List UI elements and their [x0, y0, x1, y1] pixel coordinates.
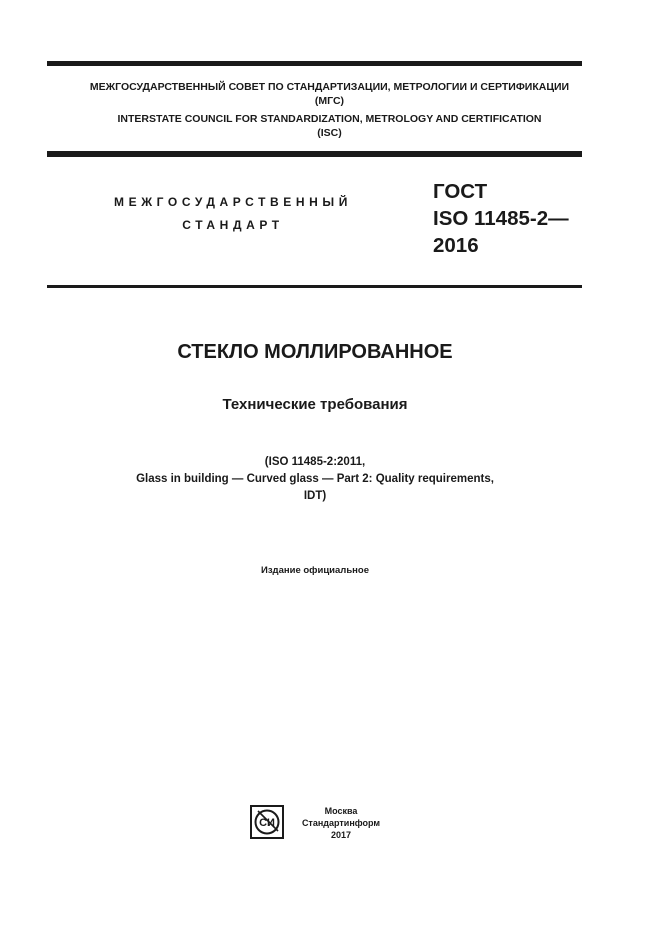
intl-ref-line1: (ISO 11485-2:2011, [264, 456, 366, 468]
header-bottom-rule [47, 285, 582, 288]
standartinform-logo-icon [250, 805, 284, 839]
council-ru-abbr: (МГС) [314, 95, 345, 107]
council-bottom-rule [47, 151, 582, 157]
gost-line3: 2016 [433, 234, 479, 257]
council-ru [47, 80, 612, 108]
standard-type [98, 191, 368, 237]
international-reference [0, 454, 630, 505]
publisher-name: Стандартинформ [301, 818, 381, 828]
top-rule [47, 61, 582, 66]
standard-type-line2: СТАНДАРТ [182, 218, 284, 232]
intl-ref-line3: IDT) [303, 490, 327, 502]
standard-type-line1: МЕЖГОСУДАРСТВЕННЫЙ [114, 195, 352, 209]
document-title: СТЕКЛО МОЛЛИРОВАННОЕ [177, 341, 453, 363]
gost-designation [433, 178, 569, 259]
council-en-name: INTERSTATE COUNCIL FOR STANDARDIZATION, METROLOGY AND CERTIFICATION [117, 113, 542, 125]
document-subtitle: Технические требования [222, 396, 408, 413]
edition-label: Издание официальное [261, 565, 369, 576]
council-en-abbr: (ISC) [317, 127, 342, 139]
gost-line1: ГОСТ [433, 180, 488, 203]
intl-ref-line2: Glass in building — Curved glass — Part 2: Quality requirements, [136, 473, 494, 485]
logo-text: СИ [259, 817, 275, 829]
gost-line2: ISO 11485-2— [433, 207, 569, 230]
publisher-year: 2017 [330, 830, 352, 840]
publisher-city: Москва [324, 806, 358, 816]
council-en [47, 112, 612, 140]
publisher-block [296, 805, 386, 841]
council-ru-name: МЕЖГОСУДАРСТВЕННЫЙ СОВЕТ ПО СТАНДАРТИЗАЦИИ, МЕТРОЛОГИИ И СЕРТИФИКАЦИИ [89, 81, 570, 93]
